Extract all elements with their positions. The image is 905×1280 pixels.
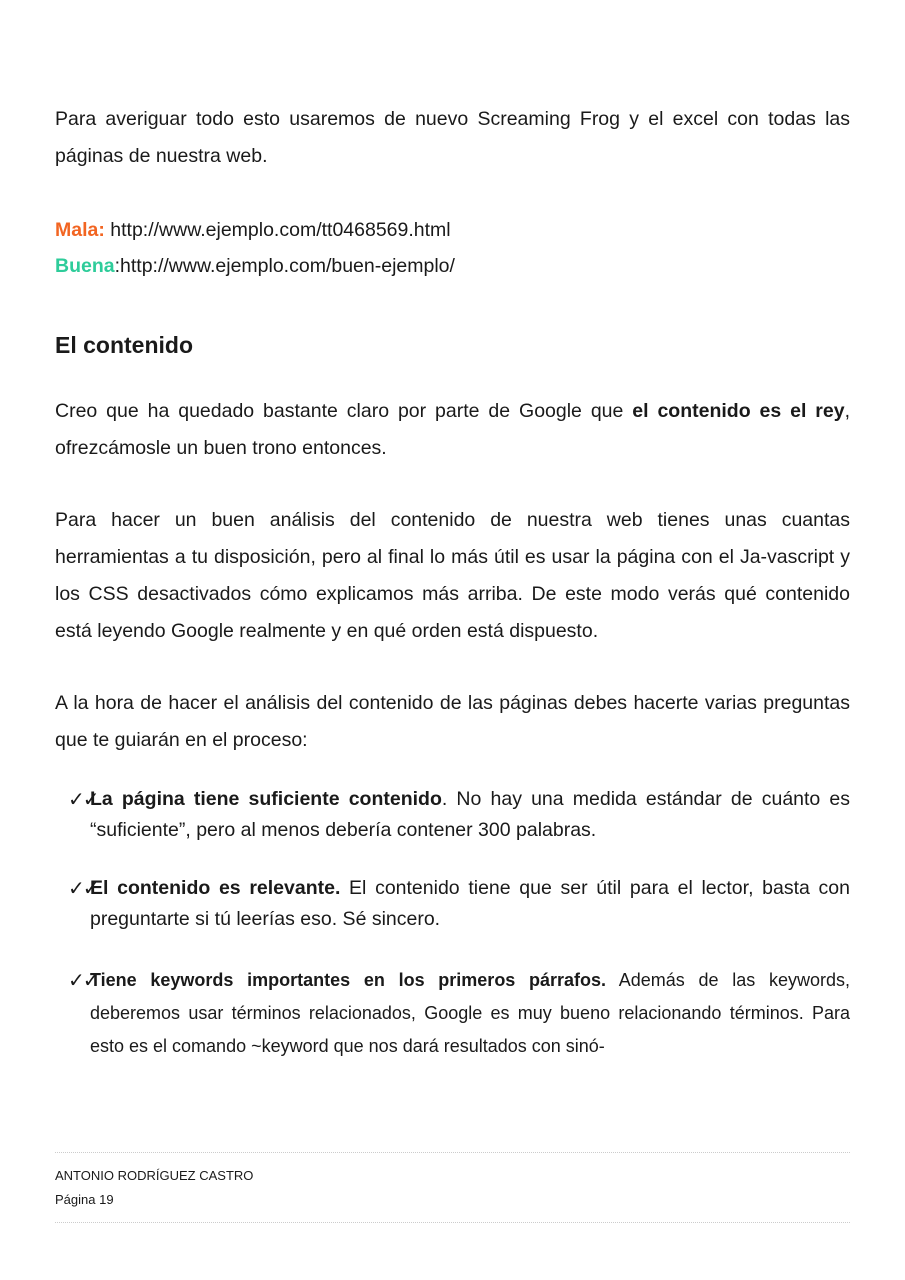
good-url-example (55, 254, 455, 278)
questions-paragraph: A la hora de hacer el análisis del contenido de las páginas debes hacerte varias preguntas que te guiarán en el proceso: (55, 692, 850, 751)
bullet-bold: La página tiene suficiente contenido (90, 788, 442, 810)
bullet-item (68, 873, 850, 935)
bad-label: Mala: (55, 219, 105, 241)
footer-divider-top (55, 1152, 850, 1153)
analysis-paragraph: Para hacer un buen análisis del contenido de nuestra web tienes unas cuantas herramientas a tu disposición, pero al final lo más útil es usar la página con el Ja-vascript y los CSS desactivados cómo explicamos más arriba. De este modo verás qué contenido está leyendo Google realmente y en qué orden está dispuesto. (55, 509, 850, 642)
bullet-bold: Tiene keywords importantes en los primeros párrafos. (90, 970, 607, 990)
bullet-item (68, 784, 851, 846)
section-heading: El contenido (55, 332, 193, 358)
bullet-text: El contenido tiene que ser útil para el lector, basta con preguntarte si tú leerías eso. Sé sincero. (90, 877, 850, 930)
bad-url: http://www.ejemplo.com/tt0468569.html (104, 219, 451, 241)
good-label: Buena (55, 255, 115, 277)
checkmark-icon: ✓✓ (68, 787, 98, 811)
content-king-paragraph (55, 393, 850, 467)
bullet-bold: El contenido es relevante. (90, 877, 341, 899)
footer-divider-bottom (55, 1222, 850, 1223)
bullet-text: Además de las keywords, deberemos usar términos relacionados, Google es muy bueno relacionando términos. Para esto es el comando ~keyword que nos dará resultados con sinó- (90, 970, 850, 1056)
checkmark-icon: ✓✓ (68, 876, 98, 900)
bullet-item (68, 964, 850, 1063)
bullet-text: . No hay una medida estándar de cuánto es “suficiente”, pero al menos debería contener 300 palabras. (90, 788, 851, 841)
checkmark-icon: ✓✓ (68, 968, 98, 992)
content-king-text-b: , ofrezcámosle un buen trono entonces. (55, 400, 850, 459)
footer-page-number: Página 19 (55, 1192, 114, 1207)
content-king-bold: el contenido es el rey (632, 400, 845, 422)
footer-author: ANTONIO RODRÍGUEZ CASTRO (55, 1168, 254, 1183)
good-url: :http://www.ejemplo.com/buen-ejemplo/ (114, 255, 455, 277)
intro-paragraph: Para averiguar todo esto usaremos de nuevo Screaming Frog y el excel con todas las páginas de nuestra web. (55, 108, 850, 167)
content-king-text-a: Creo que ha quedado bastante claro por parte de Google que (55, 400, 633, 422)
bad-url-example (55, 218, 451, 242)
